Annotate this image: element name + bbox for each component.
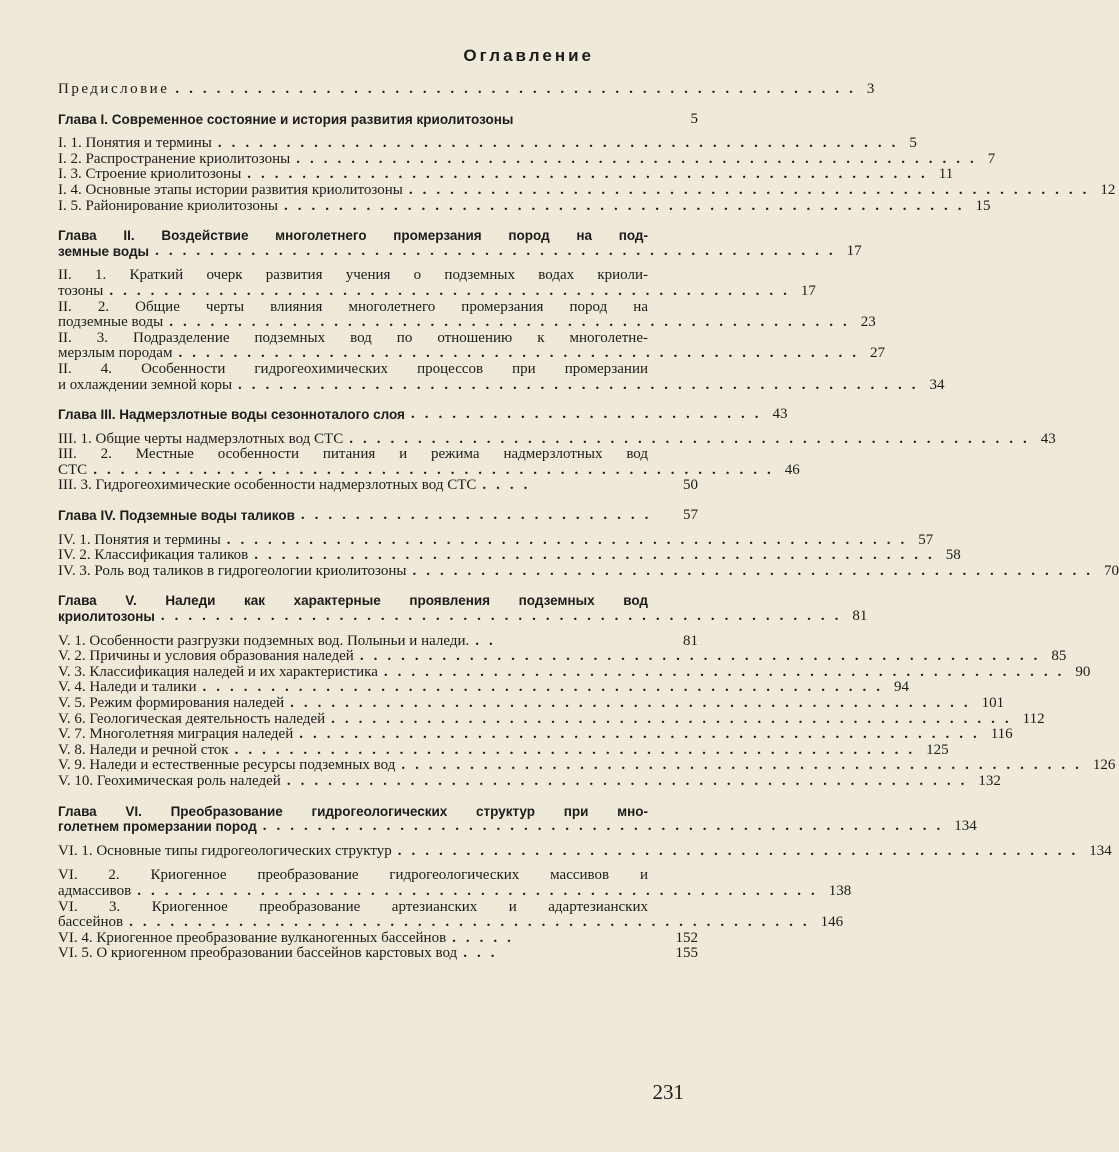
toc-page-number: 134 — [954, 818, 977, 835]
toc-entry: V. 3. Классификация наледей и их характеристика .................................................. 90 — [58, 663, 1091, 680]
toc-entry: IV. 3. Роль вод таликов в гидрогеологии криолитозоны .................................................. 70 — [58, 562, 1119, 579]
page-title: Оглавление — [463, 46, 594, 65]
toc-entry: V. 9. Наледи и естественные ресурсы подземных вод .................................................. 126 — [58, 757, 1116, 774]
chapter-title: Глава IV. Подземные воды таликов — [58, 508, 295, 524]
chapter-title-line1: Глава II. Воздействие многолетнего промерзания пород на под- — [58, 228, 648, 244]
toc-entry: IV. 1. Понятия и термины .................................................. 57 — [58, 531, 934, 548]
toc-entry: I. 4. Основные этапы истории развития криолитозоны .................................................. 12 — [58, 181, 1116, 198]
page-number: 231 — [652, 1080, 684, 1104]
toc-chapter-3: Глава III. Надмерзлотные воды сезонноталого слоя .......................... 43 — [58, 406, 788, 423]
table-of-contents — [58, 81, 1119, 962]
toc-page-number: 57 — [683, 507, 698, 524]
toc-entry: I. 5. Районирование криолитозоны .................................................. 15 — [58, 197, 991, 214]
toc-entry: и охлаждении земной коры .................................................. 34 — [58, 376, 945, 393]
toc-entry: IV. 2. Классификация таликов .................................................. 58 — [58, 547, 961, 564]
toc-entry: III. 1. Общие черты надмерзлотных вод СТС .................................................. 43 — [58, 430, 1056, 447]
toc-entry: V. 6. Геологическая деятельность наледей .................................................. 112 — [58, 710, 1045, 727]
toc-entry-line1: II. 4. Особенности гидрогеохимических процессов при промерзании — [58, 360, 648, 377]
toc-chapter-6: Глава VI. Преобразование гидрогеологических структур при мно- голетнем промерзании пород .................................................. 134 — [58, 803, 977, 835]
chapter-title: Глава I. Современное состояние и история развития криолитозоны — [58, 111, 514, 127]
toc-entry: VI. 5. О криогенном преобразовании бассейнов карстовых вод ... 155 — [58, 945, 698, 962]
toc-page-number: 17 — [846, 242, 862, 259]
toc-chapter-4: Глава IV. Подземные воды таликов .......................... 57 — [58, 507, 698, 524]
toc-entry: I. 3. Строение криолитозоны .................................................. 11 — [58, 166, 954, 183]
toc-entry-line1: II. 2. Общие черты влияния многолетнего промерзания пород на — [58, 298, 648, 315]
toc-page-number: 3 — [866, 81, 875, 97]
toc-entry: I. 1. Понятия и термины .................................................. 5 — [58, 135, 917, 152]
toc-entry: V. 5. Режим формирования наледей .................................................. 101 — [58, 695, 1005, 711]
chapter-title-line1: Глава V. Наледи как характерные проявления подземных вод — [58, 593, 648, 609]
toc-entry-line1: VI. 2. Криогенное преобразование гидрогеологических массивов и — [58, 867, 648, 884]
chapter-title-line1: Глава VI. Преобразование гидрогеологических структур при мно- — [58, 803, 648, 819]
chapter-title-line2: криолитозоны — [58, 609, 155, 625]
toc-entry: V. 8. Наледи и речной сток .................................................. 125 — [58, 741, 949, 758]
toc-entry-line1: II. 1. Краткий очерк развития учения о подземных водах криоли- — [58, 267, 648, 284]
toc-entry: III. 3. Гидрогеохимические особенности надмерзлотных вод СТС .... 50 — [58, 477, 698, 494]
toc-entry: V. 2. Причины и условия образования наледей .................................................. 85 — [58, 648, 1067, 665]
toc-entry: V. 7. Многолетняя миграция наледей .................................................. 116 — [58, 726, 1013, 743]
toc-entry-line1: VI. 3. Криогенное преобразование артезианских и адартезианских — [58, 898, 648, 915]
toc-entry-line1: II. 3. Подразделение подземных вод по отношению к многолетне- — [58, 329, 648, 346]
toc-page-number: 5 — [690, 110, 698, 127]
toc-entry-label: Предисловие — [58, 81, 170, 97]
toc-entry: V. 10. Геохимическая роль наледей .................................................. 132 — [58, 772, 1001, 789]
toc-entry: подземные воды .................................................. 23 — [58, 314, 876, 331]
toc-entry: VI. 1. Основные типы гидрогеологических структур .................................................. 134 — [58, 842, 1112, 859]
chapter-title-line2: голетнем промерзании пород — [58, 819, 257, 835]
toc-entry: тозоны .................................................. 17 — [58, 282, 816, 299]
toc-entry: I. 2. Распространение криолитозоны .................................................. 7 — [58, 150, 996, 167]
toc-entry: V. 1. Особенности разгрузки подземных вод. Полыньи и наледи. .. 81 — [58, 632, 698, 649]
toc-chapter-5: Глава V. Наледи как характерные проявления подземных вод криолитозоны .................................................. 81 — [58, 593, 868, 625]
chapter-title: Глава III. Надмерзлотные воды сезонноталого слоя — [58, 407, 405, 423]
toc-entry: VI. 4. Криогенное преобразование вулканогенных бассейнов ..... 152 — [58, 929, 698, 946]
toc-page-number: 81 — [852, 608, 868, 625]
toc-page-number: 43 — [772, 406, 788, 423]
toc-entry-preface: Предисловие .................................................. 3 — [58, 81, 875, 97]
toc-entry: V. 4. Наледи и талики .................................................. 94 — [58, 679, 910, 696]
chapter-title-line2: земные воды — [58, 243, 150, 259]
toc-entry: бассейнов .................................................. 146 — [58, 914, 844, 931]
toc-entry: СТС .................................................. 46 — [58, 461, 800, 478]
toc-entry-line1: III. 2. Местные особенности питания и режима надмерзлотных вод — [58, 446, 648, 463]
toc-chapter-2: Глава II. Воздействие многолетнего промерзания пород на под- земные воды .................................................. 17 — [58, 228, 862, 259]
toc-chapter-1 — [58, 112, 698, 128]
toc-entry: мерзлым породам .................................................. 27 — [58, 345, 885, 362]
toc-entry: адмассивов .................................................. 138 — [58, 882, 852, 899]
